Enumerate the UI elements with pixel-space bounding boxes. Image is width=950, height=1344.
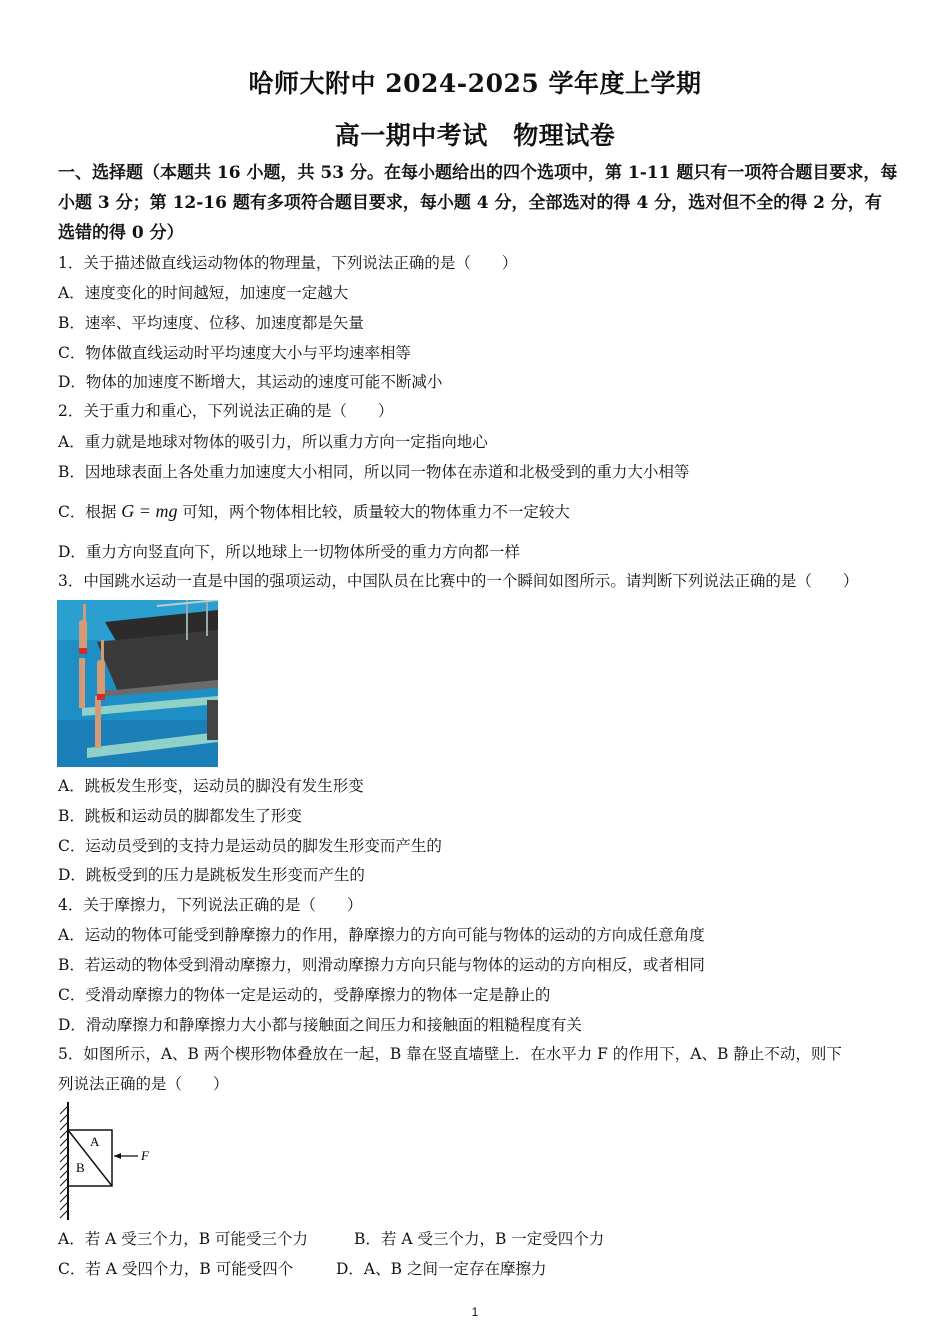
q1-option-c: C．物体做直线运动时平均速度大小与平均速率相等 [58,344,411,362]
q5-option-a: A．若 A 受三个力，B 可能受三个力 [58,1230,309,1248]
wedge-diagram [56,1100,166,1224]
q1-option-a: A．速度变化的时间越短，加速度一定越大 [58,284,349,302]
q2-option-b: B．因地球表面上各处重力加速度大小相同，所以同一物体在赤道和北极受到的重力大小相等 [58,463,690,481]
q2-option-d: D．重力方向竖直向下，所以地球上一切物体所受的重力方向都一样 [58,543,520,561]
q2-option-c-suffix: 可知，两个物体相比较，质量较大的物体重力不一定较大 [177,503,570,521]
q4-option-c: C．受滑动摩擦力的物体一定是运动的，受静摩擦力的物体一定是静止的 [58,986,551,1004]
q2-stem: 2．关于重力和重心，下列说法正确的是（ ） [58,402,394,420]
q2-option-c-prefix: C．根据 [58,503,122,521]
q5-option-b: B．若 A 受三个力，B 一定受四个力 [354,1230,605,1248]
q5-option-c: C．若 A 受四个力，B 可能受四个 [58,1260,294,1278]
q3-stem: 3．中国跳水运动一直是中国的强项运动，中国队员在比赛中的一个瞬间如图所示。请判断下列说法正确的是（ ） [58,572,859,590]
q2-option-a: A．重力就是地球对物体的吸引力，所以重力方向一定指向地心 [58,433,488,451]
q3-option-c: C．运动员受到的支持力是运动员的脚发生形变而产生的 [58,837,442,855]
q4-option-b: B．若运动的物体受到滑动摩擦力，则滑动摩擦力方向只能与物体的运动的方向相反，或者相同 [58,956,705,974]
q4-option-a: A．运动的物体可能受到静摩擦力的作用，静摩擦力的方向可能与物体的运动的方向成任意角度 [58,926,705,944]
q4-stem: 4．关于摩擦力，下列说法正确的是（ ） [58,896,363,914]
q2-option-c [58,500,570,523]
q1-stem: 1．关于描述做直线运动物体的物理量，下列说法正确的是（ ） [58,254,518,272]
q5-stem-line2: 列说法正确的是（ ） [58,1075,229,1093]
q1-option-d: D．物体的加速度不断增大，其运动的速度可能不断减小 [58,373,443,391]
q3-option-a: A．跳板发生形变，运动员的脚没有发生形变 [58,777,364,795]
q1-option-b: B．速率、平均速度、位移、加速度都是矢量 [58,314,364,332]
q4-option-d: D．滑动摩擦力和静摩擦力大小都与接触面之间压力和接触面的粗糙程度有关 [58,1016,582,1034]
exam-title: 哈师大附中 2024-2025 学年度上学期 [248,69,702,98]
q5-option-d: D．A、B 之间一定存在摩擦力 [336,1260,547,1278]
q3-option-b: B．跳板和运动员的脚都发生了形变 [58,807,302,825]
label-a: A [90,1134,100,1149]
page-number: 1 [471,1305,479,1319]
q2-formula: G = mg [121,501,178,521]
exam-subtitle: 高一期中考试 物理试卷 [334,121,616,150]
q3-option-d: D．跳板受到的压力是跳板发生形变而产生的 [58,866,365,884]
q5-stem-line1: 5．如图所示，A、B 两个楔形物体叠放在一起，B 靠在竖直墙壁上．在水平力 F 的作用下，A、B 静止不动，则下 [58,1045,842,1063]
section-heading: 一、选择题（本题共 16 小题，共 53 分。在每小题给出的四个选项中，第 1-11 题只有一项符合题目要求，每小题 3 分；第 12-16 题有多项符合题目要求，每小题 4 分，全部选对的得 4 分，选对但不全的得 2 分，有选错的得 0 分） [58,163,898,243]
label-b: B [76,1160,85,1175]
label-f: F [141,1148,149,1163]
diving-photo [57,600,218,767]
